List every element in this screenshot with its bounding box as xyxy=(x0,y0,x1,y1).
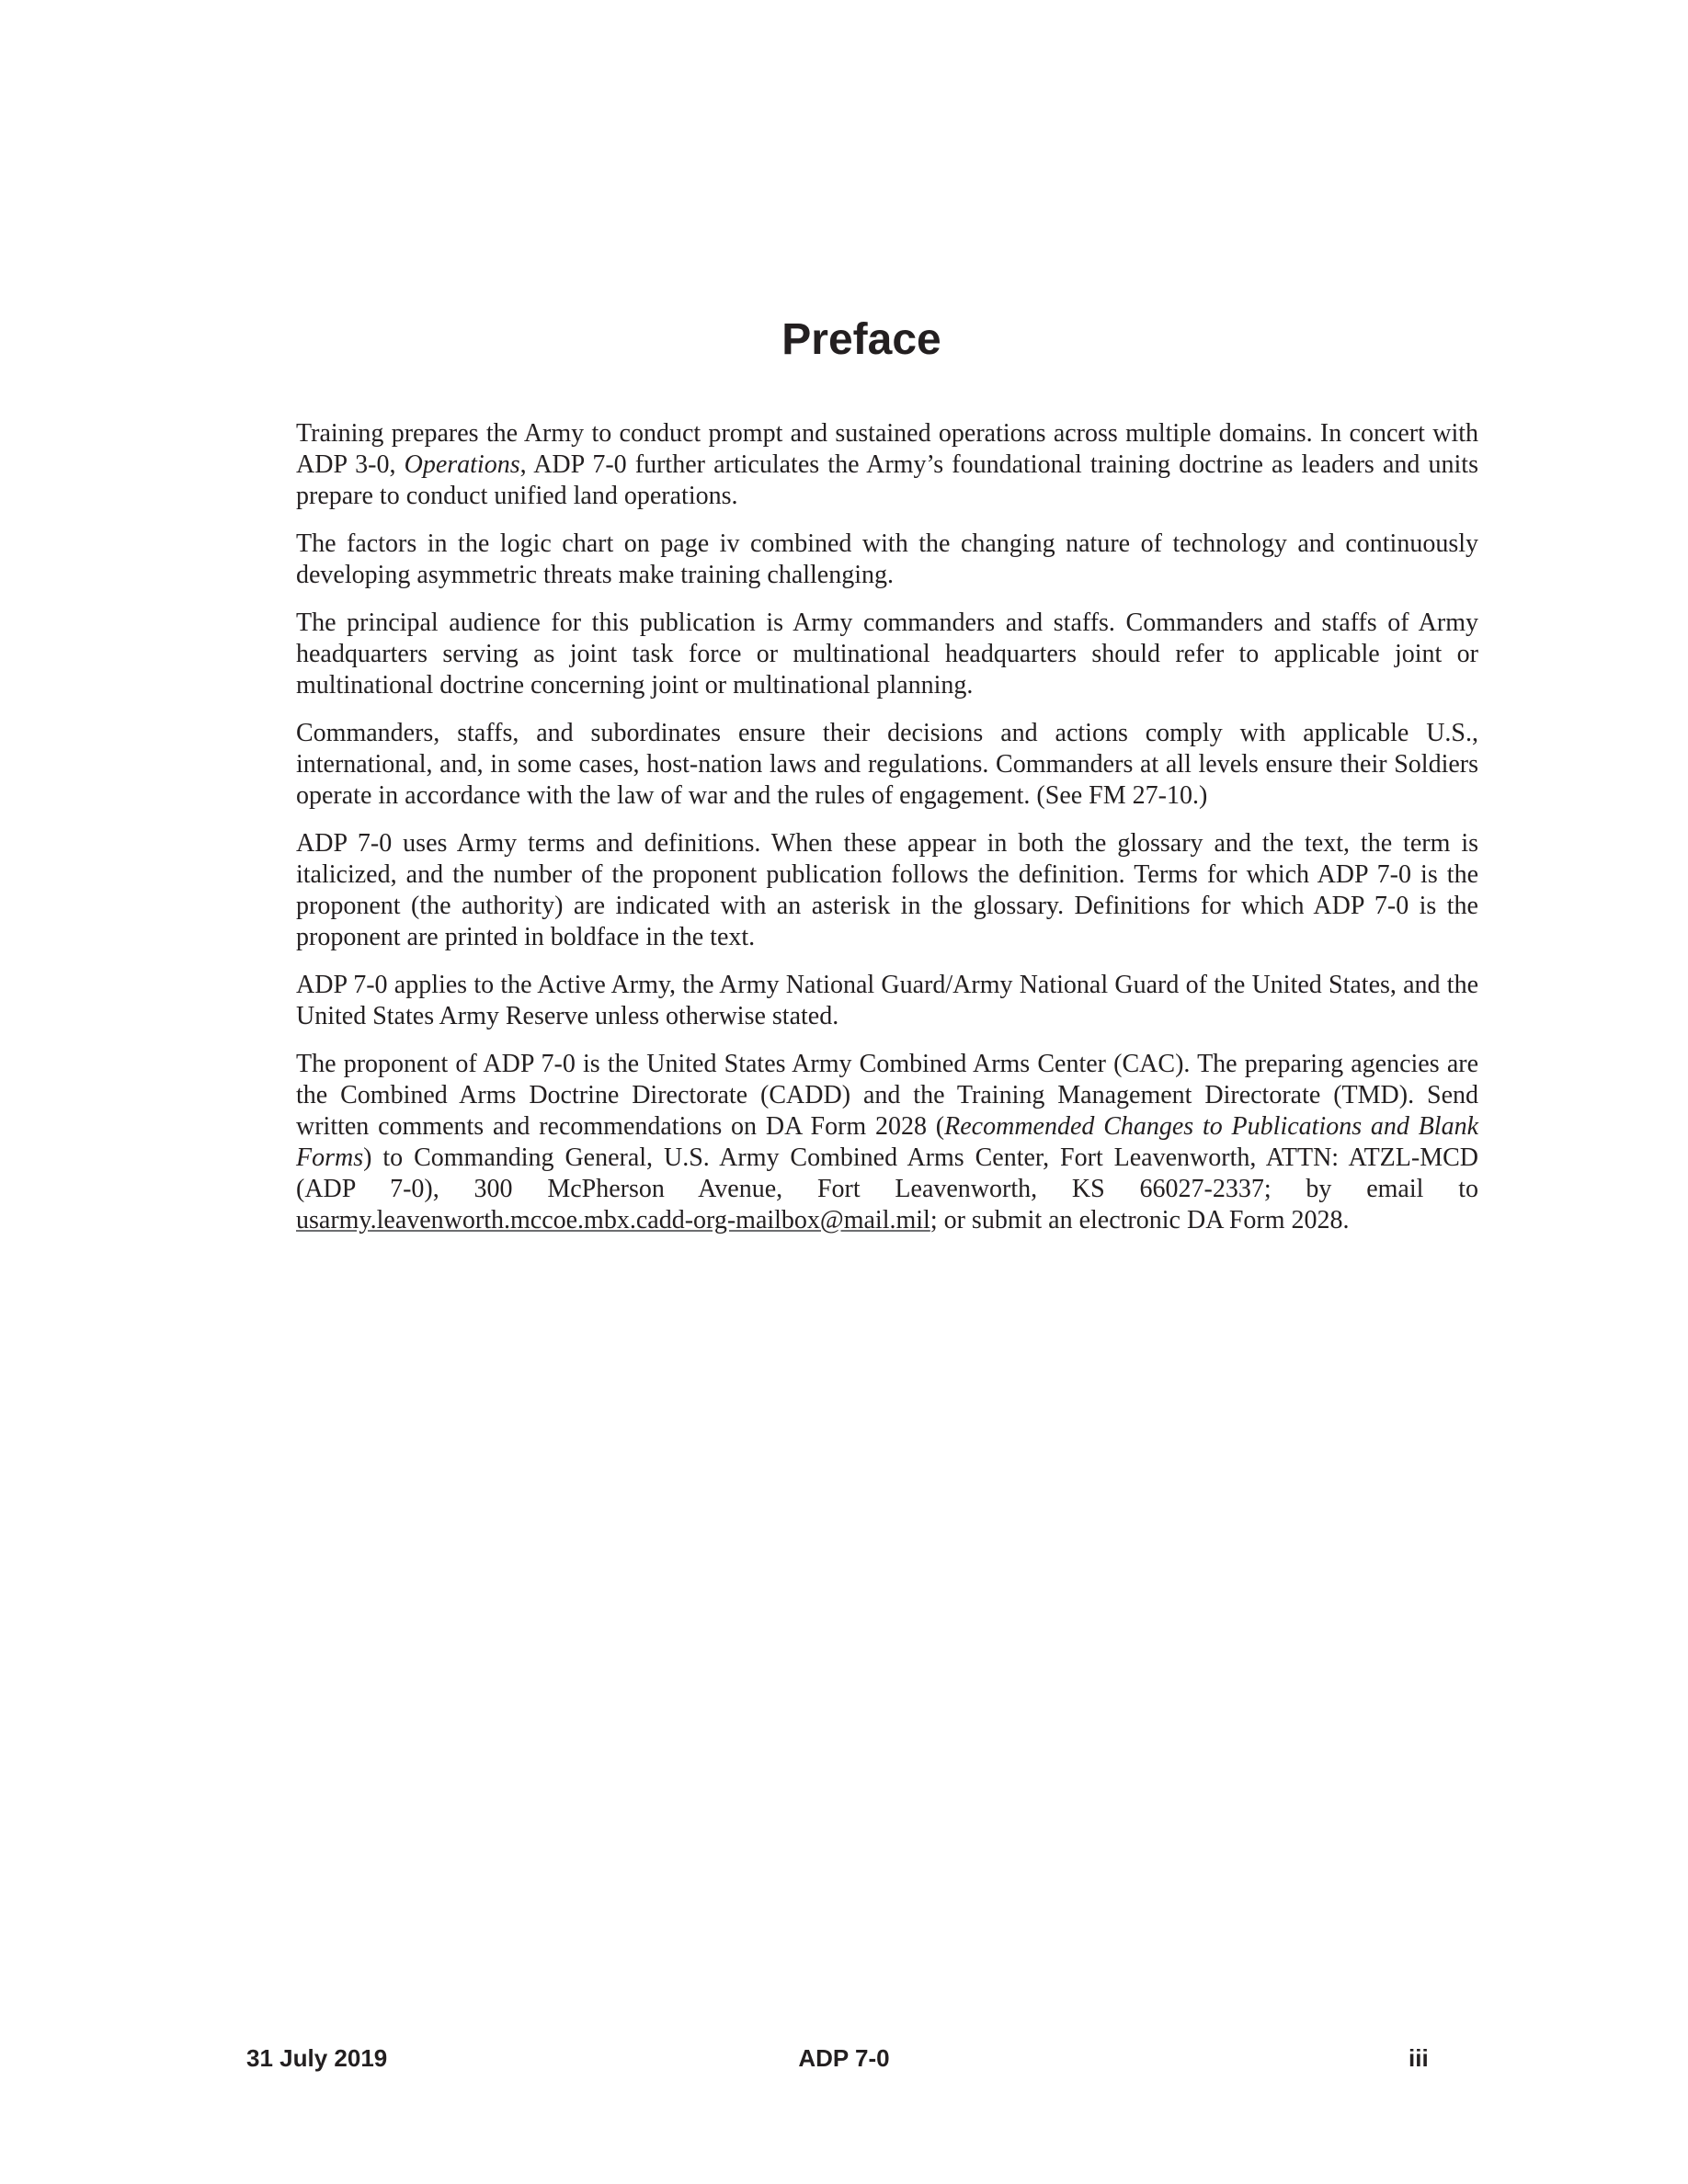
body-paragraph xyxy=(296,529,1478,591)
paragraph-text: ADP 7-0 uses Army terms and definitions. When these appear in both the glossary and the text, the term is italicized, and the number of the proponent publication follows the definition. Terms for which ADP 7-0 is the proponent (the authority) are indicated with an asterisk in the glossary. Definitions for which ADP 7-0 is the proponent are printed in boldface in the text. xyxy=(296,829,1478,951)
body-paragraph xyxy=(296,418,1478,512)
preface-body xyxy=(296,418,1478,1253)
paragraph-text: The principal audience for this publication is Army commanders and staffs. Commanders and staffs of Army headquarters serving as joint task force or multinational headquarters should refer to applicable joint or multinational doctrine concerning joint or multinational planning. xyxy=(296,609,1478,700)
paragraph-text: ; or submit an electronic DA Form 2028. xyxy=(930,1206,1350,1234)
footer-date: 31 July 2019 xyxy=(246,2044,388,2072)
body-paragraph xyxy=(296,1049,1478,1236)
paragraph-text: Training prepares the Army to conduct prompt and sustained operations across multiple domains. In concert with ADP 3-0, xyxy=(296,419,1478,479)
paragraph-text: Commanders, staffs, and subordinates ensure their decisions and actions comply with applicable U.S., international, and, in some cases, host-nation laws and regulations. Commanders at all levels ensure their Soldiers operate in accordance with the law of war and the rules of engagement. (See FM 27-10.) xyxy=(296,719,1478,810)
paragraph-text: ) to Commanding General, U.S. Army Combined Arms Center, Fort Leavenworth, ATTN: ATZL-MCD (ADP 7-0), 300 McPherson Avenue, Fort Leavenworth, KS 66027-2337; by email to xyxy=(296,1143,1478,1203)
body-paragraph xyxy=(296,828,1478,953)
body-paragraph xyxy=(296,718,1478,812)
italic-title: Operations xyxy=(404,450,520,479)
paragraph-text: The factors in the logic chart on page iv combined with the changing nature of technology and continuously developing asymmetric threats make training challenging. xyxy=(296,529,1478,589)
italic-title: Recommended Changes to Publications and Blank Forms xyxy=(296,1112,1479,1172)
paragraph-text: , ADP 7-0 further articulates the Army’s foundational training doctrine as leaders and units prepare to conduct unified land operations. xyxy=(296,450,1478,510)
footer-page-number: iii xyxy=(1409,2044,1429,2072)
body-paragraph xyxy=(296,970,1478,1032)
paragraph-text: The proponent of ADP 7-0 is the United States Army Combined Arms Center (CAC). The preparing agencies are the Combined Arms Doctrine Directorate (CADD) and the Training Management Directorate (TMD). Send written comments and recommendations on DA Form 2028 ( xyxy=(296,1050,1478,1141)
paragraph-text: ADP 7-0 applies to the Active Army, the Army National Guard/Army National Guard of the United States, and the United States Army Reserve unless otherwise stated. xyxy=(296,971,1478,1030)
email-link[interactable]: usarmy.leavenworth.mccoe.mbx.cadd-org-mailbox@mail.mil xyxy=(296,1206,930,1234)
page-title: Preface xyxy=(781,315,941,364)
body-paragraph xyxy=(296,608,1478,701)
footer-publication: ADP 7-0 xyxy=(798,2044,890,2072)
